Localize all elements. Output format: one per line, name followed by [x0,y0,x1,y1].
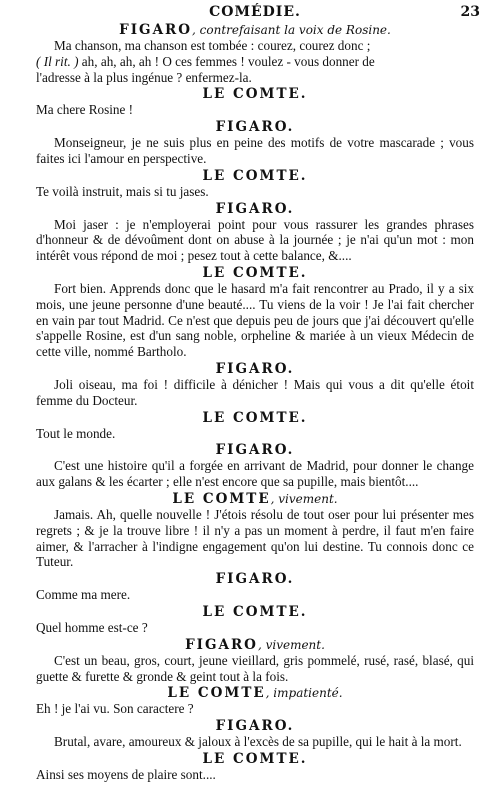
dialogue-paragraph [36,587,474,603]
dialogue-paragraph [36,458,474,490]
dialogue-paragraph [36,184,474,200]
speaker-heading [36,410,474,426]
dialogue-text: Brutal, avare, amoureux & jaloux à l'excès de sa pupille, qui le hait à la mort. [54,734,462,750]
speaker-name: LE COMTE. [202,409,308,426]
dialogue-paragraph [36,653,474,685]
dialogue-text: Tout le monde. [36,425,116,441]
dialogue-paragraph [36,102,474,118]
stage-direction: , contrefaisant la voix de Rosine. [192,23,391,37]
dialogue-paragraph [36,767,474,783]
stage-direction: , impatienté. [265,686,343,701]
running-header [36,4,480,21]
dialogue-paragraph [36,135,474,167]
speaker-heading [36,751,474,767]
speaker-heading [36,361,474,377]
stage-direction: , vivement. [270,491,338,506]
dialogue-text: Comme ma mere. [36,587,131,603]
page-number: 23 [460,4,480,20]
speaker-name: LE COMTE. [202,167,308,184]
speaker-heading [36,491,474,507]
speaker-name: FIGARO. [215,119,295,136]
speaker-name: FIGARO. [215,442,295,459]
dialogue-text: Eh ! je l'ai vu. Son caractere ? [36,701,194,717]
speaker-heading [36,637,474,653]
inline-stage-direction: ( Il rit. ) [36,53,79,69]
speaker-name: LE COMTE. [202,264,308,281]
dialogue-text: Joli oiseau, ma foi ! difficile à dénicher ! Mais qui vous a dit qu'elle étoit femme du Docteur. [36,376,474,408]
speaker-heading [36,86,474,102]
speaker-name: FIGARO. [215,360,295,377]
dialogue-paragraph [36,507,474,570]
dialogue-text: Monseigneur, je ne suis plus en peine des motifs de votre mascarade ; vous faites ici l'amour en perspective. [36,135,474,166]
dialogue-text: Fort bien. Apprends donc que le hasard m'a fait rencontrer au Prado, il y a six mois, une jeune personne d'une beauté.... Tu viens de la voir ! Je l'ai fait chercher en vain par tout Madrid. Ce n'est que depuis peu de jours que j'ai découvert qu'elle s'appelle Rosine, est d'un sang noble, orpheline & mariée à un vieux Médecin de cette ville, nommé Bartholo. [36,280,474,360]
speaker-name: LE COMTE [167,685,266,702]
running-title: COMÉDIE. [209,4,301,20]
speaker-heading [36,685,474,701]
speaker-heading [36,571,474,587]
dialogue-text: Ainsi ses moyens de plaire sont.... [36,766,216,782]
dialogue-paragraph [36,426,474,442]
speaker-name: LE COMTE. [202,603,308,620]
speaker-heading [36,168,474,184]
speaker-heading [36,201,474,217]
dialogue-text: ah, ah, ah, ah ! O ces femmes ! voulez - vous donner de [78,53,375,69]
dialogue-paragraph [36,377,474,409]
dialogue-text: Jamais. Ah, quelle nouvelle ! J'étois résolu de tout oser pour lui présenter mes regrets ; & je la trouve libre ! il n'y a pas un moment à perdre, il faut m'en faire aimer, & l'arracher à l'indigne engagement qu'on lui destine. Tu connois donc ce Tuteur. [36,506,474,570]
speaker-name: FIGARO. [215,200,295,217]
dialogue-text: Te voilà instruit, mais si tu jases. [36,183,209,199]
dialogue-paragraph [36,54,474,70]
speaker-heading [36,119,474,135]
dialogue-text: Ma chere Rosine ! [36,102,134,118]
speaker-name: FIGARO [185,636,258,653]
dialogue-paragraph [36,620,474,636]
speaker-heading [36,265,474,281]
speaker-name: FIGARO. [215,571,295,588]
dialogue-paragraph [36,217,474,264]
speaker-name: FIGARO. [215,718,295,735]
dialogue-paragraph [36,701,474,717]
dialogue-text: Ma chanson, ma chanson est tombée : courez, courez donc ; [54,38,371,53]
dialogue-paragraph [36,734,474,750]
dialogue-text: l'adresse à la plus ingénue ? enfermez-la. [36,69,252,85]
speaker-name: LE COMTE. [202,86,308,103]
dialogue-text: Quel homme est-ce ? [36,619,148,635]
speaker-name: LE COMTE [172,490,271,507]
dialogue-text: C'est un beau, gros, court, jeune vieillard, gris pommelé, rusé, rasé, blasé, qui guette & furette & gronde & geint tout à la fois. [36,652,474,684]
dialogue-paragraph [36,281,474,360]
dialogue-paragraph [36,38,474,54]
speaker-name: FIGARO [119,22,193,38]
dialogue-text: Moi jaser : je n'employerai point pour vous rassurer les grandes phrases d'honneur & de dévoûment dont on abuse à la journée ; je n'ai qu'un mot : mon intérêt vous répond de moi ; pesez tout à cette balance, &.... [36,216,474,264]
stage-direction: , vivement. [257,637,325,652]
play-text [36,22,474,783]
speaker-heading [36,604,474,620]
speaker-heading [36,22,474,38]
dialogue-paragraph [36,70,474,86]
speaker-heading [36,718,474,734]
speaker-name: LE COMTE. [202,750,308,767]
dialogue-text: C'est une histoire qu'il a forgée en arrivant de Madrid, pour donner le change aux galans & les écarter ; elle n'est encore que sa pupille, mais bientôt.... [36,458,474,490]
speaker-heading [36,442,474,458]
